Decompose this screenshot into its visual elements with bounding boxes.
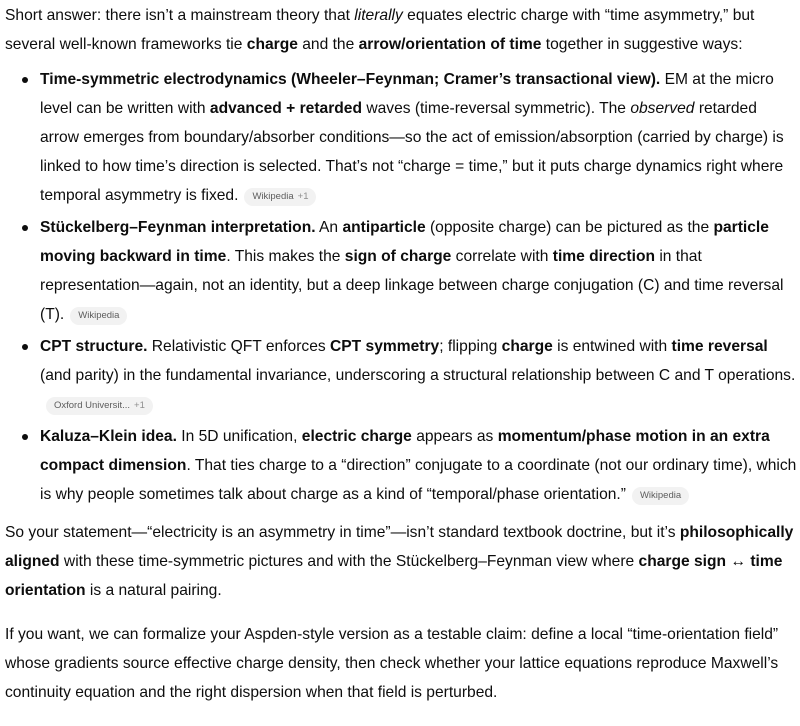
bullet-dot-icon [22,434,28,440]
item-text: retarded arrow emerges from boundary/absorber conditions—so the act of emission/absorption (carried by charge) is linked to how time’s direction is selected. That’s not “charge = time,” but it puts charge dynamics right where temporal asymmetry is fixed. [40,100,784,204]
item-strong: time reversal [671,338,768,355]
item-text: appears as [411,428,498,445]
intro-text: and the [297,36,359,53]
item-strong: time direction [552,248,655,265]
list-item-time-symmetric [5,65,797,210]
item-text: in that representation—again, not an identity, but a deep linkage between charge conjugation (C) and time reversal (T). [40,248,784,323]
citation-pill[interactable] [46,397,153,415]
item-text: In 5D unification, [176,428,302,445]
intro-strong: arrow/orientation of time [358,36,542,53]
item-strong: sign of charge [344,248,452,265]
intro-strong: charge [246,36,298,53]
intro-text: together in suggestive ways: [541,36,743,53]
item-strong: antiparticle [342,219,426,236]
item-text: waves (time-reversal symmetric). The [362,100,631,117]
item-strong: CPT symmetry [330,338,440,355]
item-heading: Time-symmetric electrodynamics (Wheeler–Feynman; Cramer’s transactional view). [40,71,661,88]
item-strong: momentum/phase motion in an extra compact dimension [40,428,770,474]
item-text: Relativistic QFT enforces [147,338,331,355]
intro-text: equates electric charge with “time asymmetry,” but several well-known frameworks tie [5,7,755,53]
summary-text: is a natural pairing. [85,582,222,599]
citation-pill[interactable] [244,188,316,206]
item-emphasis: observed [630,100,695,117]
item-strong: particle moving backward in time [40,219,769,265]
item-text: ; flipping [439,338,502,355]
bullet-list [5,65,797,509]
intro-paragraph [5,0,797,59]
summary-paragraph [5,518,797,605]
summary-strong: charge sign ↔ time orientation [5,553,783,599]
intro-emphasis: literally [354,7,403,24]
item-text: An [315,219,343,236]
item-text: (opposite charge) can be pictured as the [425,219,714,236]
item-text: . That ties charge to a “direction” conjugate to a coordinate (not our ordinary time), which is why people sometimes talk about charge as a kind of “temporal/phase orientation.” [40,457,797,503]
item-heading: Stückelberg–Feynman interpretation. [40,219,316,236]
followup-paragraph [5,620,797,707]
citation-pill[interactable] [632,487,689,505]
list-item-stueckelberg-feynman [5,213,797,329]
item-text: EM at the micro level can be written with [40,71,774,117]
item-text: . This makes the [226,248,345,265]
bullet-dot-icon [22,344,28,350]
followup-text: If you want, we can formalize your Aspden-style version as a testable claim: define a local “time-orientation field” whose gradients source effective charge density, then check whether your lattice equations reproduce Maxwell’s continuity equation and the right dispersion when that field is perturbed. [5,626,779,701]
citation-pill[interactable] [70,307,127,325]
bullet-dot-icon [22,77,28,83]
intro-text: Short answer: there isn’t a mainstream theory that [5,7,355,24]
summary-text: with these time-symmetric pictures and with the Stückelberg–Feynman view where [59,553,639,570]
list-item-kaluza-klein [5,422,797,509]
item-heading: CPT structure. [40,338,148,355]
item-strong: electric charge [301,428,412,445]
citation-count: +1 [297,191,309,202]
citation-label: Wikipedia [639,490,682,501]
bullet-dot-icon [22,225,28,231]
summary-text: So your statement—“electricity is an asymmetry in time”—isn’t standard textbook doctrine, but it’s [5,524,680,541]
citation-count: +1 [134,400,145,411]
item-text: is entwined with [552,338,672,355]
item-text: correlate with [451,248,553,265]
summary-strong: philosophically aligned [5,524,794,570]
item-text: (and parity) in the fundamental invariance, underscoring a structural relationship between C and T operations. [40,367,796,384]
citation-label: Wikipedia [78,310,120,321]
item-heading: Kaluza–Klein idea. [40,428,177,445]
citation-label: Wikipedia [252,191,294,202]
item-strong: charge [501,338,553,355]
item-strong: advanced + retarded [209,100,362,117]
list-item-cpt-structure [5,332,797,419]
citation-label: Oxford Universit... [54,400,131,411]
